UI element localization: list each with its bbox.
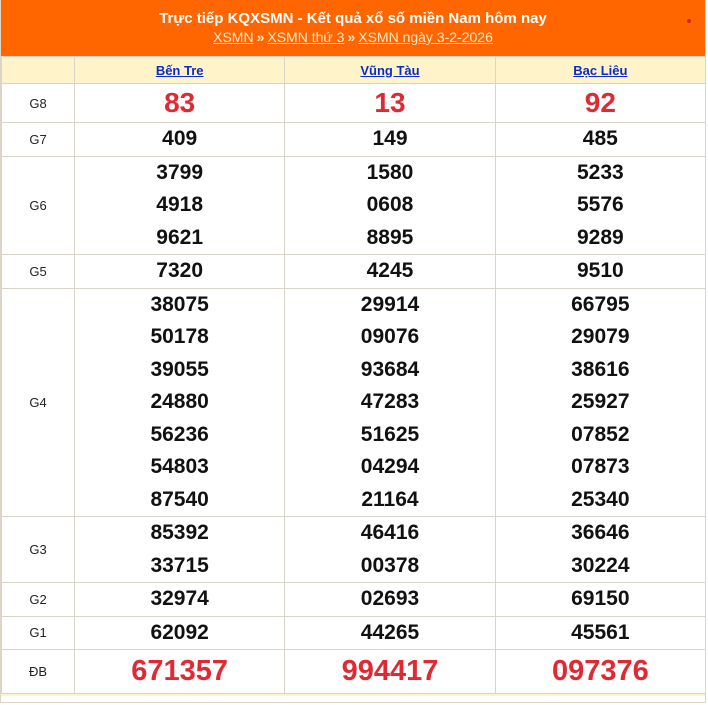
- prize-number: 25340: [571, 487, 630, 511]
- prize-number: 39055: [150, 357, 209, 381]
- prize-row-g4: [2, 288, 706, 517]
- prize-number: 29914: [360, 292, 420, 316]
- prize-cell: [495, 583, 705, 617]
- prize-cell: [285, 616, 495, 650]
- prize-cell: [495, 616, 705, 650]
- prize-number: 1580: [366, 160, 414, 184]
- prize-row-g3: [2, 517, 706, 583]
- prize-label: G4: [2, 288, 75, 517]
- prize-number: 149: [372, 127, 408, 150]
- prize-number: 62092: [150, 620, 209, 644]
- prize-number: 13: [374, 87, 406, 118]
- prize-number: 85392: [150, 521, 209, 544]
- live-indicator-icon: [687, 19, 691, 23]
- prize-number: 30224: [571, 553, 630, 577]
- prize-cell: [495, 123, 705, 157]
- prize-number: 92: [584, 87, 616, 118]
- breadcrumb-xsmn-thu-3[interactable]: XSMN thứ 3: [267, 29, 345, 45]
- prize-number: 56236: [150, 422, 209, 446]
- prize-number: 87540: [150, 487, 209, 511]
- prize-number: 45561: [571, 620, 630, 644]
- province-header: [285, 57, 495, 84]
- prize-row-db: [2, 650, 706, 694]
- prize-label: G2: [2, 583, 75, 617]
- prize-cell: [75, 255, 285, 289]
- prize-number: 8895: [366, 225, 414, 249]
- prize-label: G1: [2, 616, 75, 650]
- prize-number: 44265: [360, 620, 420, 644]
- prize-cell: [495, 517, 705, 583]
- prize-label: G7: [2, 123, 75, 157]
- breadcrumb-separator: »: [256, 29, 265, 45]
- prize-number: 02693: [360, 587, 420, 610]
- province-link-bac-lieu[interactable]: Bạc Liêu: [573, 62, 628, 78]
- prize-cell: [285, 156, 495, 255]
- prize-number: 66795: [571, 292, 630, 316]
- prize-number: 4245: [366, 259, 414, 282]
- prize-cell: [285, 583, 495, 617]
- prize-row-g5: [2, 255, 706, 289]
- prize-number: 46416: [360, 521, 420, 544]
- province-header-row: [2, 57, 706, 84]
- breadcrumb-xsmn[interactable]: XSMN: [213, 29, 254, 45]
- prize-number: 4918: [156, 193, 204, 216]
- prize-number: 51625: [360, 422, 420, 446]
- prize-label: G5: [2, 255, 75, 289]
- prize-row-g8: [2, 84, 706, 123]
- prize-cell: [285, 123, 495, 157]
- prize-number: 9621: [156, 225, 204, 249]
- prize-label: ĐB: [2, 650, 75, 694]
- prize-cell: [75, 650, 285, 694]
- prize-cell: [75, 517, 285, 583]
- prize-label: G3: [2, 517, 75, 583]
- breadcrumb: [1, 28, 705, 46]
- prize-number: 409: [162, 127, 198, 150]
- prize-number: 21164: [361, 487, 419, 511]
- prize-cell: [75, 616, 285, 650]
- prize-label: G6: [2, 156, 75, 255]
- province-link-ben-tre[interactable]: Bến Tre: [155, 62, 204, 78]
- prize-number: 54803: [150, 455, 209, 478]
- prize-number: 50178: [150, 325, 209, 348]
- prize-number: 24880: [150, 390, 209, 413]
- prize-cell: [285, 84, 495, 123]
- prize-number: 5576: [576, 193, 624, 216]
- prize-cell: [495, 288, 705, 517]
- special-prize-number: 671357: [131, 655, 229, 687]
- province-header: [75, 57, 285, 84]
- prize-number: 09076: [360, 325, 420, 348]
- corner-cell: [2, 57, 75, 84]
- prize-cell: [495, 255, 705, 289]
- special-prize-number: 994417: [341, 655, 439, 687]
- prize-number: 07873: [571, 455, 630, 478]
- prize-number: 04294: [360, 455, 420, 478]
- prize-number: 93684: [360, 357, 420, 381]
- prize-number: 25927: [571, 390, 630, 413]
- prize-number: 38616: [571, 357, 630, 381]
- page-title: Trực tiếp KQXSMN - Kết quả xổ số miền Nam hôm nay: [159, 10, 547, 27]
- prize-cell: [75, 123, 285, 157]
- prize-number: 00378: [360, 553, 420, 577]
- prize-number: 32974: [150, 587, 209, 610]
- prize-number: 9510: [576, 259, 624, 282]
- prize-cell: [75, 156, 285, 255]
- prize-number: 38075: [150, 292, 209, 316]
- prize-label: G8: [2, 84, 75, 123]
- prize-number: 07852: [571, 422, 630, 446]
- prize-number: 47283: [360, 390, 420, 413]
- prize-number: 33715: [150, 553, 209, 577]
- prize-row-g7: [2, 123, 706, 157]
- prize-cell: [285, 288, 495, 517]
- prize-number: 9289: [576, 225, 624, 249]
- province-header: [495, 57, 705, 84]
- prize-row-g1: [2, 616, 706, 650]
- prize-cell: [285, 650, 495, 694]
- prize-cell: [75, 583, 285, 617]
- prize-row-g2: [2, 583, 706, 617]
- special-prize-number: 097376: [551, 655, 649, 687]
- results-header: [1, 0, 705, 56]
- province-link-vung-tau[interactable]: Vũng Tàu: [360, 62, 420, 78]
- prize-number: 485: [582, 127, 618, 150]
- prize-number: 83: [164, 87, 196, 118]
- prize-cell: [75, 84, 285, 123]
- prize-cell: [285, 517, 495, 583]
- prize-number: 7320: [156, 259, 204, 282]
- results-table: [1, 56, 706, 694]
- prize-cell: [285, 255, 495, 289]
- prize-number: 5233: [576, 160, 624, 184]
- prize-cell: [495, 650, 705, 694]
- prize-number: 3799: [156, 160, 204, 184]
- prize-number: 29079: [571, 325, 630, 348]
- prize-number: 69150: [571, 587, 630, 610]
- prize-cell: [75, 288, 285, 517]
- prize-row-g6: [2, 156, 706, 255]
- breadcrumb-separator: »: [347, 29, 356, 45]
- prize-cell: [495, 156, 705, 255]
- breadcrumb-xsmn-date[interactable]: XSMN ngày 3-2-2026: [358, 29, 493, 45]
- prize-number: 36646: [571, 521, 630, 544]
- prize-number: 0608: [366, 193, 414, 216]
- prize-cell: [495, 84, 705, 123]
- table-footer-strip: [1, 694, 705, 696]
